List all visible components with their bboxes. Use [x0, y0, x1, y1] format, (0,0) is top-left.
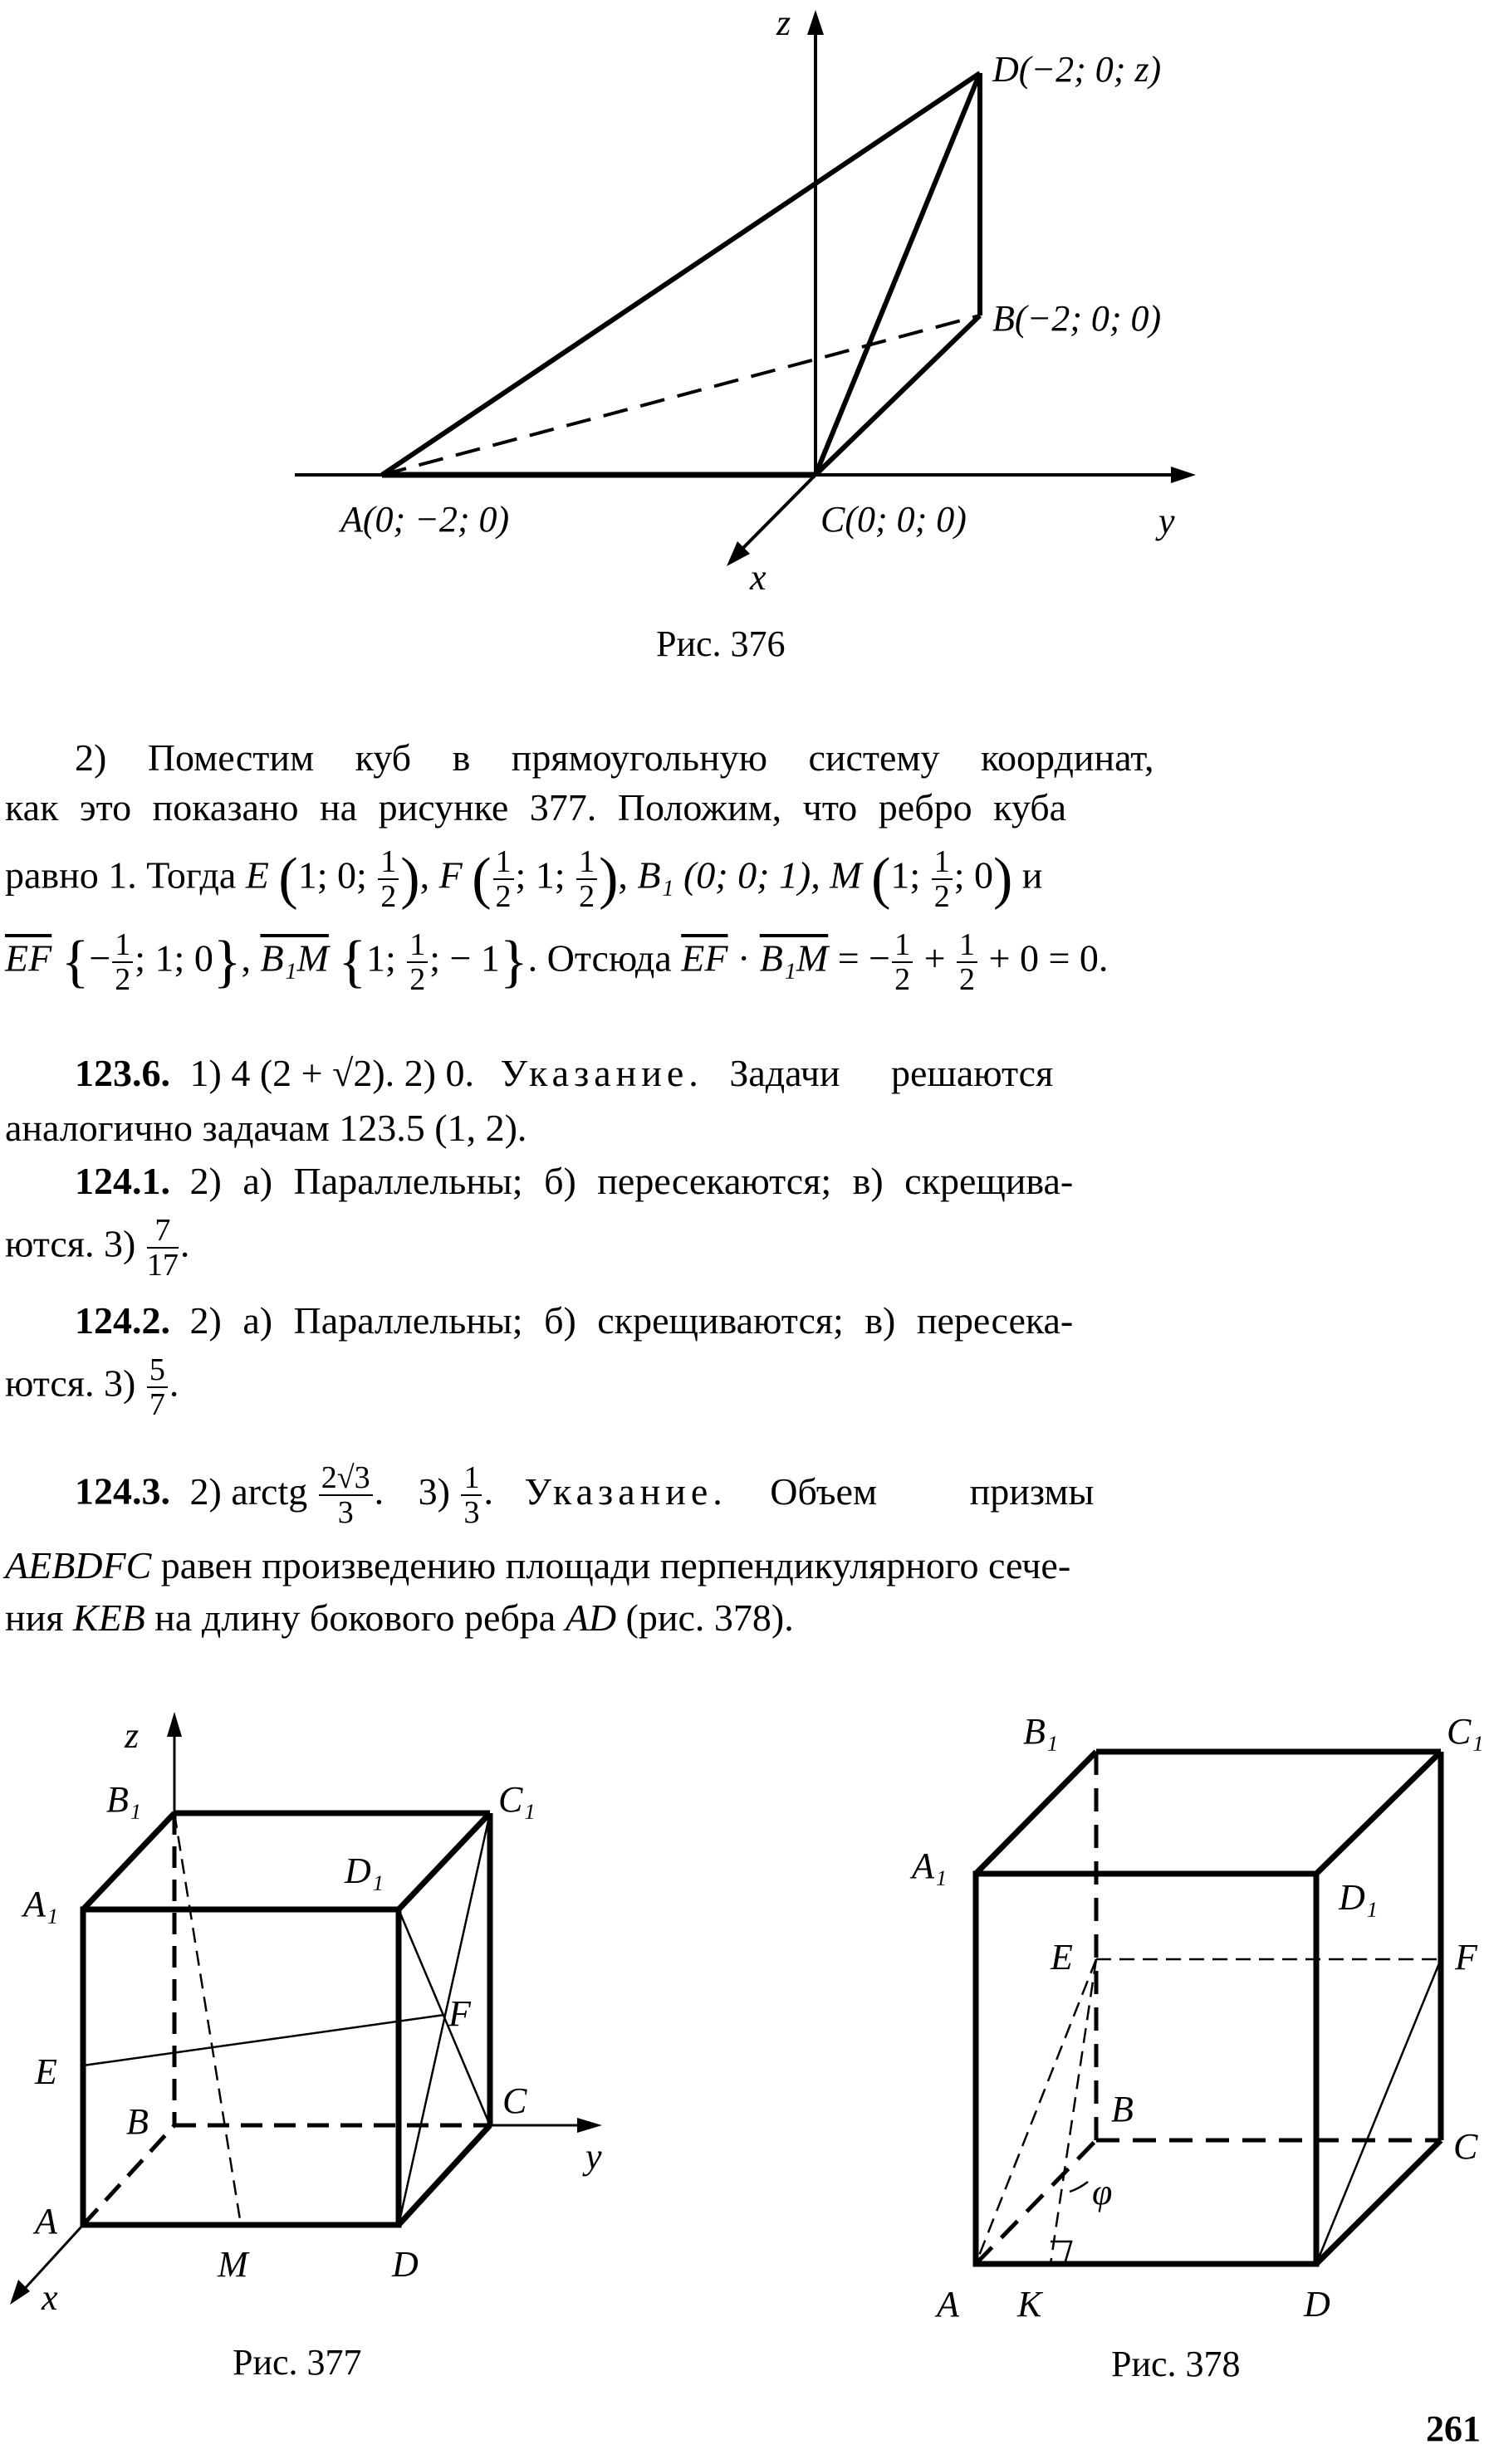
caption-376: Рис. 376	[656, 623, 786, 664]
para-1-line-1	[75, 732, 1487, 784]
point-B1: B₁ (0; 0; 1),	[637, 853, 830, 897]
answer-124-3-part3: 3)	[418, 1469, 450, 1513]
para-1-line-3: равно 1. Тогда E (1; 0; $\frac{1}{2}$ ), F ( $\frac{1}{2}$ ; 1; $\frac{1}{2}$ ), B₁ (0; 0; 1), M (1; $\frac{1}{2}$ ; 0) и	[5, 844, 1043, 914]
label-C: C(0; 0; 0)	[820, 499, 967, 540]
fig378-label-B1: B₁	[1023, 1711, 1059, 1752]
fraction-denominator: 7	[149, 1387, 165, 1422]
label-y: y	[1158, 501, 1175, 541]
fig377-label-F: F	[448, 1993, 471, 2034]
fraction-numerator: 1	[461, 1461, 482, 1496]
para-1-line-3-text: равно 1. Тогда	[5, 853, 246, 897]
fig377-label-M: M	[218, 2244, 248, 2285]
fig378-label-K: K	[1017, 2284, 1042, 2325]
figure-376	[0, 0, 1489, 747]
fig378-label-B: B	[1111, 2089, 1134, 2129]
fig378-label-E: E	[1051, 1937, 1073, 1978]
fig377-label-B: B	[126, 2101, 149, 2142]
fig377-label-z: z	[125, 1715, 140, 1756]
fig377-label-y: y	[585, 2136, 602, 2177]
label-D: D(−2; 0; z)	[992, 49, 1162, 90]
point-E: E	[245, 853, 269, 897]
fig378-label-D1: D₁	[1339, 1877, 1379, 1918]
answer-124-3-line-3: на длину бокового ребра	[154, 1596, 556, 1639]
answer-124-1-number: 124.1.	[75, 1160, 170, 1202]
fraction-numerator: 2√3	[319, 1461, 373, 1496]
para-1-line-1-text: 2) Поместим куб в прямоугольную систему координат,	[75, 736, 1154, 779]
fraction-denominator: 3	[337, 1495, 354, 1530]
fig378-label-A1: A₁	[912, 1846, 948, 1886]
label-A: A(0; −2; 0)	[340, 499, 510, 540]
point-F: F	[438, 853, 463, 897]
answer-124-1-line-2: ются. 3)	[5, 1222, 136, 1265]
x-axis	[735, 475, 816, 556]
word-section: ния	[5, 1596, 64, 1639]
fig378-label-F: F	[1455, 1937, 1477, 1978]
point-M: M	[830, 853, 862, 897]
fraction-denominator: 3	[463, 1495, 480, 1530]
fraction-denominator: 17	[146, 1248, 179, 1283]
fig378-label-phi: φ	[1092, 2172, 1113, 2212]
fig377-label-A1: A₁	[23, 1884, 59, 1924]
fig378-label-A: A	[937, 2284, 959, 2325]
fig377-label-x: x	[42, 2277, 58, 2318]
answer-123-6-rest: Задачи решаются	[729, 1052, 1054, 1094]
answer-123-6-number: 123.6.	[75, 1052, 170, 1094]
answer-124-3-rest: Объем призмы	[770, 1469, 1095, 1513]
page-number: 261	[1426, 2408, 1481, 2449]
edge-name: AD	[565, 1596, 617, 1639]
fig378-label-C1: C₁	[1447, 1711, 1484, 1752]
prism-name: AEBDFC	[5, 1544, 152, 1586]
para-2-line-1	[75, 1048, 1053, 1099]
fig377-label-C: C	[502, 2080, 527, 2121]
para-2-line-2	[5, 1102, 527, 1154]
answer-124-1-line-1: 2) а) Параллельны; б) пересекаются; в) скрещива-	[189, 1160, 1074, 1202]
para-3-line-1	[75, 1156, 1073, 1207]
hint-label: Указание.	[524, 1469, 727, 1513]
para-3-line-2: ются. 3) $\frac{7}{17}$ .	[5, 1213, 190, 1283]
para-1-line-2	[5, 782, 1066, 834]
fig378-label-D: D	[1304, 2284, 1330, 2325]
word-from: Отсюда	[546, 936, 672, 980]
answer-124-3-arctg: 2) arctg	[189, 1469, 308, 1513]
label-x: x	[750, 557, 767, 598]
answer-123-6-line-2: аналогично задачам 123.5 (1, 2).	[5, 1107, 527, 1149]
answer-124-2-line-1: 2) а) Параллельны; б) скрещиваются; в) пересека-	[189, 1299, 1074, 1342]
fig378-label-C: C	[1453, 2126, 1478, 2167]
para-5-line-3	[5, 1592, 794, 1644]
word-and: и	[1012, 853, 1043, 897]
fraction-numerator: 5	[147, 1353, 168, 1388]
para-1-line-2-text: как это показано на рисунке 377. Положим, что ребро куба	[5, 786, 1067, 829]
label-z: z	[776, 2, 791, 43]
fig377-label-D1: D₁	[345, 1850, 384, 1891]
para-5-line-1: 124.3. 2) arctg $\frac{2√3}{3}$ . 3) $\frac{1}{3}$ . Указание. Объем призмы	[75, 1460, 1095, 1530]
label-B: B(−2; 0; 0)	[992, 298, 1162, 339]
para-1-line-4: $\overline{EF}$ {− $\frac{1}{2}$ ; 1; 0}, B₁M {1; $\frac{1}{2}$ ; − 1}. Отсюда $\overline{EF} \cdot B_1M$ = − $\frac{1}{2}$ + $\frac{1}{2}$ + 0 = 0.	[5, 927, 1109, 997]
fig377-label-E: E	[35, 2051, 57, 2092]
para-5-line-2	[5, 1540, 1070, 1591]
answer-124-3-number: 124.3.	[75, 1469, 170, 1513]
hint-label: Указание.	[500, 1052, 703, 1094]
para-4-line-2: ются. 3) $\frac{5}{7}$ .	[5, 1352, 179, 1422]
answer-124-2-number: 124.2.	[75, 1299, 170, 1342]
answer-124-2-line-2: ются. 3)	[5, 1362, 136, 1405]
answer-123-6-values: 1) 4 (2 + √2). 2) 0.	[189, 1052, 474, 1094]
section-name: KEB	[72, 1596, 145, 1639]
fig377-label-D: D	[392, 2244, 419, 2285]
caption-378: Рис. 378	[1111, 2344, 1241, 2384]
answer-124-3-line-2: равен произведению площади перпендикулярного сече-	[160, 1544, 1071, 1586]
fig377-label-B1: B₁	[106, 1779, 142, 1820]
para-4-line-1	[75, 1295, 1073, 1347]
caption-377: Рис. 377	[233, 2342, 362, 2383]
fraction-numerator: 7	[147, 1214, 179, 1249]
figure-reference: (рис. 378).	[625, 1596, 794, 1639]
fig377-label-A: A	[35, 2201, 57, 2242]
fig377-label-C1: C₁	[498, 1779, 536, 1820]
